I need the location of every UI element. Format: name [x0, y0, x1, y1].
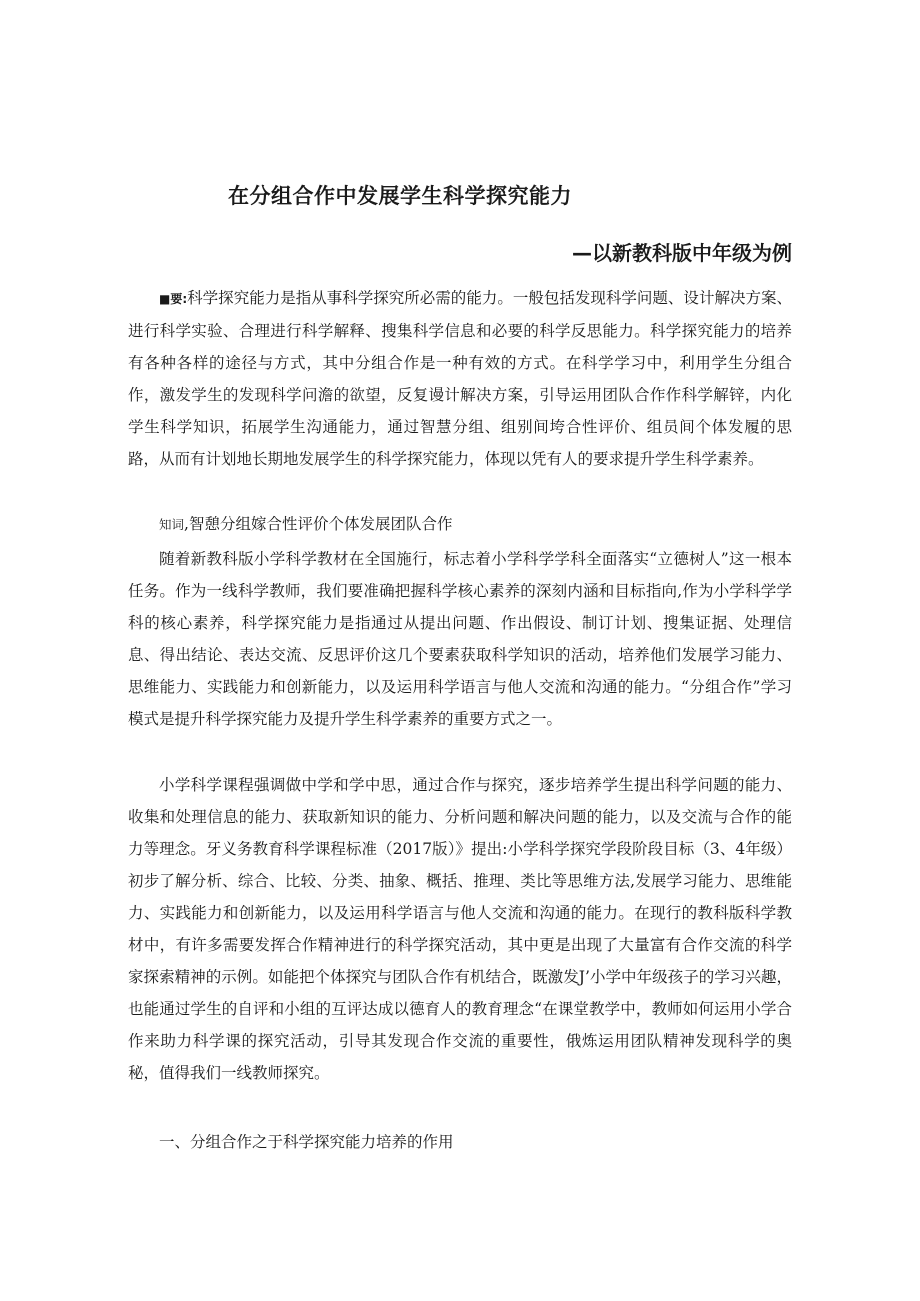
document-title: 在分组合作中发展学生科学探究能力 — [228, 184, 572, 208]
abstract-text: 科学探究能力是指从事科学探究所必需的能力。一般包括发现科学问题、设计解决方案、进行科学实验、合理进行科学解释、搜集科学信息和必要的科学反思能力。科学探究能力的培养有各种各样的途径与方式，其中分组合作是一种有效的方式。在科学学习中，利用学生分组合作，激发学生的发现科学问澹的欲望，反复谩计解决方案，引导运用团队合作作科学解锌，内化学生科学知识，拓展学生沟通能力，通过智慧分组、组别间垮合性评价、组员间个体发履的思路，从而有计划地长期地发展学生的科学探究能力，体现以凭有人的要求提升学生科学素养。 — [128, 289, 792, 468]
keywords-line — [128, 508, 792, 541]
document-subtitle: —以新教科版中年级为例 — [572, 241, 792, 265]
keywords-text: ,智憩分组嫁合性评价个体发展团队合作 — [184, 515, 453, 533]
section-heading-1: 一、分组合作之于科学探究能力培养的作用 — [159, 1133, 454, 1151]
keywords-label: 知词 — [159, 517, 185, 532]
body-paragraph-1: 随着新教科版小学科学教材在全国施行，标志着小学科学学科全面落实“立德树人”这一根本任务。作为一线科学教师，我们要准确把握科学核心素养的深刻内涵和目标指向,作为小学科学学科的核心素养，科学探究能力是指通过从提出问题、作出假设、制订计划、搜集证据、处理信息、得出结论、表达交流、反思评价这几个要素获取科学知识的活动，培养他们发展学习能力、思维能力、实践能力和创新能力，以及运用科学语言与他人交流和沟通的能力。“分组合作”学习模式是提升科学探究能力及提升学生科学素养的重要方式之一。 — [128, 550, 792, 728]
body-paragraph-2: 小学科学课程强调做中学和学中思，通过合作与探究，逐步培养学生提出科学问题的能力、收集和处理信息的能力、获取新知识的能力、分析问题和解决问题的能力，以及交流与合作的能力等理念。牙义务教育科学课程标准（2017版）》提出:小学科学探究学段阶段目标（3、4年级）初步了解分析、综合、比较、分类、抽象、概括、推理、类比等思维方法,发展学习能力、思维能力、实践能力和创新能力，以及运用科学语言与他人交流和沟通的能力。在现行的教科版科学教材中，有许多需要发挥合作精神进行的科学探究活动，其中更是出现了大量富有合作交流的科学家探索精神的示例。如能把个体探究与团队合作有机结合，既激发J’小学中年级孩子的学习兴趣，也能通过学生的自评和小组的互评达成以德育人的教育理念“在课堂教学中，教师如何运用小学合作来助力科学课的探究活动，引导其发现合作交流的重要性，俄炼运用团队精神发现科学的奥秘，值得我们一线教师探究。 — [128, 776, 792, 1082]
abstract-paragraph — [128, 282, 792, 475]
abstract-label: ■要: — [159, 292, 188, 306]
